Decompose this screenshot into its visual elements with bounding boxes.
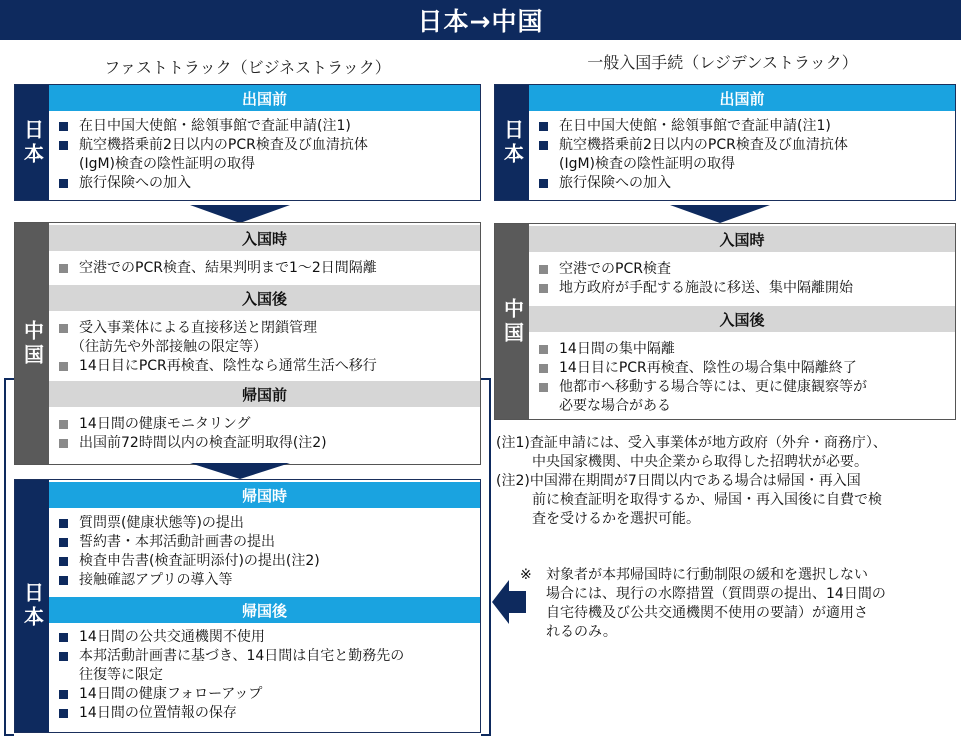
flow-arrow-icon <box>670 205 770 223</box>
right-china-side-label <box>495 224 529 419</box>
left-after-entry-list <box>49 319 480 376</box>
left-departure-panel <box>14 84 481 201</box>
page-title: 日本→中国 <box>0 0 961 40</box>
note-1-line-2: 中央国家機関、中央企業から取得した招聘状が必要。 <box>532 454 868 470</box>
note-2-line-2: 前に検査証明を取得するか、帰国・再入国後に自費で検 <box>532 492 882 508</box>
left-return-japan-side-label <box>15 480 49 732</box>
list-item: 14日間の位置情報の保存 <box>49 704 480 723</box>
remark-line-4: れるのみ。 <box>546 624 617 640</box>
list-item: 14日間の公共交通機関不使用 <box>49 628 480 647</box>
list-item: 他都市へ移動する場合等には、更に健康観察等が <box>529 378 955 397</box>
list-item: 旅行保険への加入 <box>529 174 955 193</box>
left-china-side-label <box>15 223 49 464</box>
residence-track-heading: 一般入国手続（レジデンストラック） <box>587 53 858 72</box>
flow-arrow-icon <box>190 205 290 223</box>
list-item: 空港でのPCR検査、結果判明まで1～2日間隔離 <box>49 259 480 278</box>
list-item-continued: (IgM)検査の陰性証明の取得 <box>79 156 256 172</box>
left-china-panel <box>14 222 481 465</box>
list-item: 受入事業体による直接移送と閉鎖管理 <box>49 319 480 338</box>
side-label-text: 日本 <box>500 118 525 167</box>
left-on-return-header: 帰国時 <box>49 482 480 508</box>
right-china-panel <box>494 223 956 420</box>
right-after-entry-header: 入国後 <box>529 306 955 332</box>
return-bracket-left <box>4 378 14 736</box>
left-departure-list <box>49 117 480 193</box>
list-item-continued: 必要な場合がある <box>559 398 671 414</box>
list-item-continued: (IgM)検査の陰性証明の取得 <box>559 156 736 172</box>
list-item: 地方政府が手配する施設に移送、集中隔離開始 <box>529 279 955 298</box>
right-departure-panel <box>494 84 956 201</box>
remark-line-3: 自宅待機及び公共交通機関不使用の要請）が適用さ <box>546 605 868 621</box>
side-label-text: 中国 <box>20 319 45 368</box>
list-item: 14日目にPCR再検査、陰性なら通常生活へ移行 <box>49 357 480 376</box>
flow-arrow-icon <box>190 463 290 479</box>
right-after-entry-list <box>529 340 955 416</box>
left-after-return-header: 帰国後 <box>49 597 480 623</box>
left-before-return-list <box>49 415 480 453</box>
fast-track-heading: ファストトラック（ビジネストラック） <box>104 58 391 77</box>
list-item: 14日間の健康モニタリング <box>49 415 480 434</box>
right-japan-side-label <box>495 85 529 200</box>
left-after-return-list <box>49 628 480 723</box>
left-arrival-list <box>49 259 480 278</box>
list-item: 誓約書・本邦活動計画書の提出 <box>49 533 480 552</box>
list-item: 在日中国大使館・総領事館で査証申請(注1) <box>529 117 955 136</box>
list-item: 航空機搭乗前2日以内のPCR検査及び血清抗体 <box>49 136 480 155</box>
right-arrival-header: 入国時 <box>529 226 955 252</box>
list-item: 接触確認アプリの導入等 <box>49 571 480 590</box>
remark-line-1: 対象者が本邦帰国時に行動制限の緩和を選択しない <box>546 567 868 583</box>
list-item: 在日中国大使館・総領事館で査証申請(注1) <box>49 117 480 136</box>
asterisk-mark: ※ <box>520 567 532 583</box>
note-2-line-1: (注2)中国滞在期間が7日間以内である場合は帰国・再入国 <box>496 473 861 489</box>
left-departure-header: 出国前 <box>49 85 480 111</box>
remark-line-2: 場合には、現行の水際措置（質問票の提出、14日間の <box>546 586 886 602</box>
list-item: 本邦活動計画書に基づき、14日間は自宅と勤務先の <box>49 647 480 666</box>
list-item: 空港でのPCR検査 <box>529 260 955 279</box>
list-item: 質問票(健康状態等)の提出 <box>49 514 480 533</box>
side-label-text: 日本 <box>20 118 45 167</box>
left-japan-side-label <box>15 85 49 200</box>
list-item: 検査申告書(検査証明添付)の提出(注2) <box>49 552 480 571</box>
list-item: 14日間の健康フォローアップ <box>49 685 480 704</box>
list-item-continued: 往復等に限定 <box>79 667 163 683</box>
left-after-entry-header: 入国後 <box>49 285 480 311</box>
left-on-return-list <box>49 514 480 590</box>
side-label-text: 中国 <box>500 297 525 346</box>
side-label-text: 日本 <box>20 582 45 630</box>
list-item-continued: （往訪先や外部接触の限定等） <box>71 339 267 355</box>
notes-block <box>496 434 956 529</box>
list-item: 出国前72時間以内の検査証明取得(注2) <box>49 434 480 453</box>
right-arrival-list <box>529 260 955 298</box>
left-return-panel <box>14 479 481 733</box>
list-item: 14日間の集中隔離 <box>529 340 955 359</box>
right-departure-header: 出国前 <box>529 85 955 111</box>
left-arrival-header: 入国時 <box>49 225 480 251</box>
list-item: 14日目にPCR再検査、陰性の場合集中隔離終了 <box>529 359 955 378</box>
return-bracket-right <box>481 378 491 736</box>
list-item: 航空機搭乗前2日以内のPCR検査及び血清抗体 <box>529 136 955 155</box>
list-item: 旅行保険への加入 <box>49 174 480 193</box>
remark-block <box>520 566 950 642</box>
note-2-line-3: 査を受けるかを選択可能。 <box>532 511 700 527</box>
note-1-line-1: (注1)査証申請には、受入事業体が地方政府（外弁・商務庁）、 <box>496 435 887 451</box>
left-before-return-header: 帰国前 <box>49 381 480 407</box>
right-departure-list <box>529 117 955 193</box>
